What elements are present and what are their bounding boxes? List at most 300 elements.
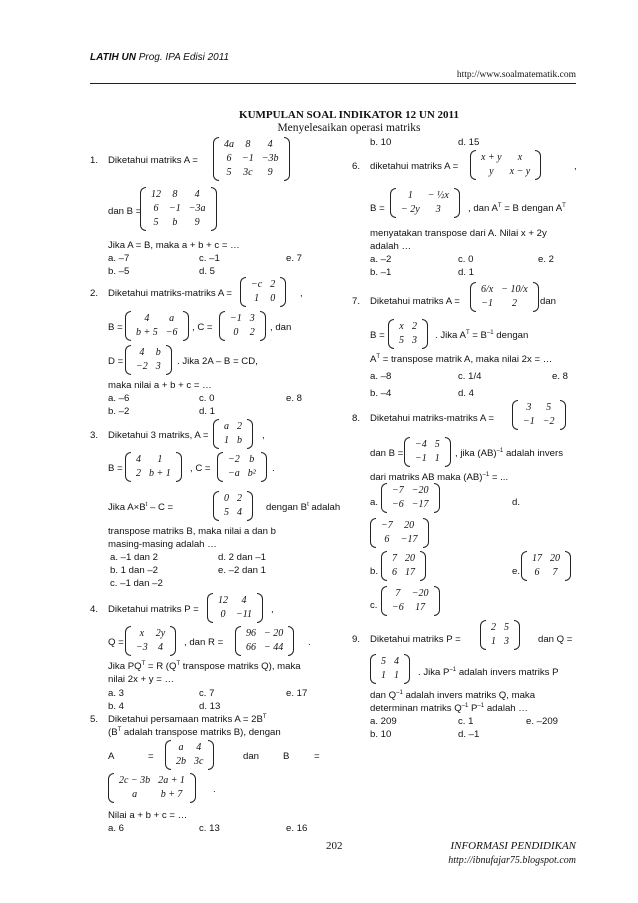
matrix-cell: 2	[491, 622, 496, 633]
matrix-cell: −6	[165, 327, 178, 338]
bracket-left	[381, 483, 387, 513]
matrix-cell: −17	[411, 499, 429, 510]
option: c. 1	[458, 716, 474, 727]
matrix-body	[242, 627, 287, 655]
matrix-body	[115, 774, 189, 802]
footer-url[interactable]: http://ibnufajar75.blogspot.com	[448, 855, 576, 866]
bracket-right	[404, 654, 410, 684]
question-text: dengan $B^t$ adalah	[266, 502, 341, 514]
matrix-cell: 96	[246, 628, 256, 639]
matrix-cell: 9	[194, 217, 200, 228]
matrix-cell: −11	[236, 609, 253, 620]
matrix-d	[125, 345, 172, 375]
question-text: Diketahui matriks P =	[108, 604, 199, 615]
option: b. –4	[370, 388, 392, 399]
matrix-cell: 9	[267, 167, 273, 178]
question-text: Diketahui matriks A =	[370, 296, 460, 307]
bracket-right	[183, 311, 189, 341]
question-number: 4.	[90, 604, 99, 615]
matrix-cell: 4	[196, 742, 202, 753]
matrix-cell: 3	[435, 204, 441, 215]
question-text: Diketahui persamaan matriks $A = 2B^T$	[108, 714, 267, 726]
question-text: dan B =	[108, 206, 142, 217]
bracket-left	[404, 437, 410, 467]
matrix-b	[388, 319, 428, 349]
bracket-right	[166, 345, 172, 375]
header-url[interactable]: http://www.soalmatematik.com	[456, 70, 576, 80]
matrix-a	[512, 400, 566, 430]
option: e. 2	[538, 254, 555, 265]
option-b-matrix	[381, 551, 426, 581]
option-d-matrix	[370, 518, 429, 548]
matrix-body	[214, 594, 256, 622]
question-number: 8.	[352, 413, 361, 424]
matrix-cell: b	[155, 347, 161, 358]
bracket-right	[288, 626, 294, 656]
question-text: Jika $A\times B^t - C$ =	[108, 502, 174, 514]
question-text: . Jika $A^T = B^{-1}$ dengan	[435, 330, 529, 342]
option: e. 7	[286, 253, 303, 264]
bracket-right	[535, 150, 541, 180]
header-series: LATIH UN Prog. IPA Edisi 2011	[90, 52, 230, 63]
option: c. 7	[199, 688, 215, 699]
matrix-body	[172, 741, 207, 769]
matrix-cell: 3	[504, 636, 509, 647]
matrix-cell: −6	[392, 602, 404, 613]
option: b. 10	[370, 729, 392, 740]
bracket-right	[208, 740, 214, 770]
question-text: diketahui matriks A =	[370, 161, 459, 172]
matrix-cell: 3	[526, 402, 532, 413]
matrix-cell: 6	[153, 203, 159, 214]
matrix-cell: 5	[224, 507, 229, 518]
matrix-body	[226, 312, 259, 340]
question-text: dari matriks AB maka (AB)$^{-1}$ = ...	[370, 472, 509, 484]
option-a-matrix	[381, 483, 440, 513]
footer-publisher: INFORMASI PENDIDIKAN	[450, 840, 576, 852]
matrix-cell: 2	[237, 493, 242, 504]
question-text: determinan matriks $Q^{-1}$ $P^{-1}$ adalah …	[370, 703, 528, 715]
option: c. –1 dan –2	[110, 578, 163, 589]
question-text: =	[148, 751, 154, 762]
matrix-cell: 1	[224, 435, 229, 446]
bracket-left	[217, 452, 223, 482]
matrix-cell: 17	[532, 553, 542, 564]
matrix-cell: 0	[233, 327, 239, 338]
matrix-body	[377, 655, 403, 683]
option-label: d.	[512, 497, 521, 508]
matrix-body	[220, 492, 246, 520]
bracket-right	[420, 551, 426, 581]
bracket-right	[422, 319, 428, 349]
question-text: transpose matriks B, maka nilai a dan b	[108, 526, 276, 537]
bracket-left	[213, 491, 219, 521]
matrix-body	[477, 283, 532, 311]
bracket-right	[170, 626, 176, 656]
bracket-left	[235, 626, 241, 656]
matrix-cell: −1	[523, 416, 535, 427]
matrix-cell: b²	[247, 468, 256, 479]
matrix-cell: −a	[228, 468, 240, 479]
matrix-cell: −7	[381, 520, 393, 531]
matrix-r	[235, 626, 294, 656]
question-text: Diketahui matriks-matriks A =	[370, 413, 494, 424]
option-c-matrix	[381, 586, 440, 616]
bracket-left	[125, 626, 131, 656]
matrix-cell: −2	[136, 361, 148, 372]
matrix-cell: −1	[242, 153, 254, 164]
matrix-cell: a	[132, 789, 138, 800]
matrix-body	[388, 552, 419, 580]
matrix-cell: −1	[481, 298, 493, 309]
matrix-cell: 2b	[176, 756, 186, 767]
matrix-cell: 0	[224, 493, 229, 504]
matrix-cell: 4	[241, 595, 247, 606]
matrix-a	[213, 137, 290, 181]
matrix-cell: − 2y	[401, 204, 420, 215]
matrix-cell: −c	[251, 279, 263, 290]
matrix-cell: x − y	[509, 166, 531, 177]
question-text: dan Q =	[538, 634, 573, 645]
matrix-body	[519, 401, 559, 429]
matrix-cell: −1	[230, 313, 242, 324]
page-subtitle: Menyelesaikan operasi matriks	[277, 122, 421, 134]
option: c. 0	[458, 254, 474, 265]
matrix-cell: 7	[395, 588, 401, 599]
question-text: B =	[108, 322, 123, 333]
matrix-p	[207, 593, 263, 623]
matrix-body	[132, 346, 165, 374]
option: b. –1	[370, 267, 392, 278]
matrix-cell: 8	[172, 189, 178, 200]
matrix-cell: 6	[534, 567, 540, 578]
option: a. 6	[108, 823, 125, 834]
option-label: b.	[370, 566, 379, 577]
question-text: nilai 2x + y = …	[108, 674, 175, 685]
matrix-cell: 4	[194, 189, 200, 200]
matrix-c	[219, 311, 266, 341]
matrix-cell: −6	[392, 499, 404, 510]
bracket-right	[560, 400, 566, 430]
option: e. 8	[552, 371, 569, 382]
matrix-cell: 12	[151, 189, 161, 200]
option: a. 209	[370, 716, 397, 727]
question-text: Diketahui matriks P =	[370, 634, 461, 645]
option: d. 2 dan –1	[218, 552, 267, 563]
bracket-right	[190, 773, 196, 803]
option: b. 10	[370, 137, 392, 148]
matrix-cell: 5	[546, 402, 552, 413]
matrix-cell: 1	[491, 636, 496, 647]
question-text: =	[314, 751, 320, 762]
question-text: dan	[243, 751, 260, 762]
question-text: , C =	[190, 463, 211, 474]
bracket-left	[370, 654, 376, 684]
question-text: B =	[370, 330, 385, 341]
question-text: A	[108, 751, 115, 762]
period: .	[308, 637, 311, 648]
matrix-cell: 20	[550, 553, 560, 564]
matrix-cell: 2c − 3b	[119, 775, 151, 786]
matrix-a	[470, 150, 541, 180]
matrix-body	[388, 484, 433, 512]
page-title: KUMPULAN SOAL INDIKATOR 12 UN 2011	[239, 109, 459, 121]
matrix-cell: −1	[415, 453, 427, 464]
option: e. 17	[286, 688, 308, 699]
matrix-cell: 8	[245, 139, 251, 150]
matrix-cell: 66	[246, 642, 256, 653]
question-text: Diketahui 3 matriks, A =	[108, 430, 209, 441]
question-text: menyatakan transpose dari A. Nilai x + 2y	[370, 228, 547, 239]
matrix-cell: 6/x	[481, 284, 494, 295]
matrix-body	[220, 420, 246, 448]
matrix-cell: 20	[404, 520, 415, 531]
question-text: , dan $A^T = B$ dengan $A^T$	[468, 203, 566, 215]
bracket-left	[470, 150, 476, 180]
question-text: ($B^T$ adalah transpose matriks B), dengan	[108, 727, 281, 739]
matrix-cell: 4	[394, 656, 399, 667]
matrix-cell: 6	[392, 567, 397, 578]
question-text: , dan	[270, 322, 292, 333]
bracket-right	[434, 586, 440, 616]
question-text: Jika A = B, maka a + b + c = …	[108, 240, 240, 251]
question-text: Q =	[108, 637, 124, 648]
question-text: . Jika $P^{-1}$ adalah invers matriks P	[418, 667, 559, 679]
question-text: masing-masing adalah …	[108, 539, 217, 550]
bracket-right	[284, 137, 290, 181]
option: a. –1 dan 2	[110, 552, 159, 563]
matrix-cell: 2	[270, 279, 276, 290]
bracket-right	[454, 188, 460, 218]
option: a. –7	[108, 253, 130, 264]
matrix-cell: 2y	[155, 628, 166, 639]
option: c. 0	[199, 393, 215, 404]
bracket-left	[125, 345, 131, 375]
matrix-cell: x	[517, 152, 523, 163]
matrix-cell: x	[399, 321, 404, 332]
matrix-b	[404, 437, 451, 467]
matrix-cell: − 44	[264, 642, 284, 653]
bracket-right	[533, 282, 539, 312]
matrix-cell: 2	[511, 298, 517, 309]
bracket-left	[140, 187, 146, 231]
header-divider	[90, 83, 576, 84]
matrix-result	[213, 491, 253, 521]
question-text: B	[283, 751, 290, 762]
question-number: 3.	[90, 430, 99, 441]
matrix-cell: 5	[226, 167, 232, 178]
matrix-b	[390, 188, 460, 218]
matrix-a	[165, 740, 214, 770]
matrix-cell: 3c	[243, 167, 253, 178]
matrix-body	[395, 320, 421, 348]
option: d. 13	[199, 701, 221, 712]
matrix-cell: a	[224, 421, 229, 432]
bracket-right	[247, 491, 253, 521]
matrix-body	[528, 552, 564, 580]
matrix-cell: 4	[139, 347, 145, 358]
question-number: 7.	[352, 296, 361, 307]
option: e. 16	[286, 823, 308, 834]
question-text: B =	[108, 463, 123, 474]
matrix-body	[397, 189, 453, 217]
matrix-cell: a	[178, 742, 184, 753]
matrix-cell: 3c	[194, 756, 204, 767]
matrix-cell: 0	[270, 293, 276, 304]
period: .	[272, 463, 275, 474]
option: d. 1	[199, 406, 216, 417]
bracket-left	[390, 188, 396, 218]
matrix-cell: −7	[392, 485, 404, 496]
matrix-cell: a	[169, 313, 175, 324]
matrix-cell: 6	[226, 153, 232, 164]
matrix-cell: 5	[434, 439, 440, 450]
matrix-body	[132, 312, 182, 340]
matrix-body	[411, 438, 444, 466]
question-number: 2.	[90, 288, 99, 299]
option: a. –8	[370, 371, 392, 382]
matrix-cell: y	[489, 166, 494, 177]
matrix-q	[370, 654, 410, 684]
comma: ,	[300, 288, 303, 299]
bracket-left	[125, 311, 131, 341]
matrix-cell: 2	[237, 421, 242, 432]
option: e. –209	[526, 716, 559, 727]
matrix-cell: 5	[399, 335, 404, 346]
bracket-right	[434, 483, 440, 513]
question-text: dan B =	[370, 448, 404, 459]
matrix-body	[487, 621, 513, 649]
bracket-left	[512, 400, 518, 430]
option: e. –2 dan 1	[218, 565, 267, 576]
matrix-body	[220, 138, 283, 180]
comma: ,	[262, 430, 265, 441]
matrix-body	[477, 151, 534, 179]
question-text: adalah …	[370, 241, 412, 252]
matrix-cell: 4a	[224, 139, 234, 150]
matrix-body	[377, 519, 422, 547]
matrix-cell: −17	[400, 534, 418, 545]
question-text: Jika $PQ^T = R$ ($Q^T$ transpose matriks Q), maka	[108, 661, 301, 673]
matrix-cell: −3b	[261, 153, 279, 164]
option-label: a.	[370, 497, 379, 508]
matrix-cell: − 20	[264, 628, 284, 639]
question-text: Nilai a + b + c = …	[108, 810, 188, 821]
matrix-cell: 17	[415, 602, 426, 613]
matrix-body	[132, 453, 175, 481]
comma: ,	[271, 604, 274, 615]
matrix-cell: 4	[237, 507, 242, 518]
matrix-cell: x + y	[481, 152, 502, 163]
matrix-cell: b + 1	[149, 468, 171, 479]
question-number: 6.	[352, 161, 361, 172]
matrix-cell: 17	[405, 567, 415, 578]
bracket-left	[207, 593, 213, 623]
matrix-a	[213, 419, 253, 449]
matrix-b	[125, 311, 189, 341]
matrix-cell: 4	[136, 454, 141, 465]
matrix-cell: 0	[220, 609, 226, 620]
option: c. 13	[199, 823, 220, 834]
question-text: Diketahui matriks-matriks A =	[108, 288, 232, 299]
matrix-cell: 2	[136, 468, 141, 479]
option: a. –6	[108, 393, 130, 404]
matrix-cell: 7	[552, 567, 558, 578]
matrix-body	[147, 188, 210, 230]
bracket-left	[213, 419, 219, 449]
question-number: 5.	[90, 714, 99, 725]
matrix-c	[217, 452, 267, 482]
bracket-left	[470, 282, 476, 312]
matrix-cell: x	[139, 628, 145, 639]
matrix-cell: 1	[254, 293, 260, 304]
option: b. –2	[108, 406, 130, 417]
question-text: $A^T$ = transpose matrik A, maka nilai 2x = …	[370, 354, 553, 366]
question-text: , dan R =	[184, 637, 224, 648]
bracket-right	[280, 277, 286, 307]
matrix-cell: 3	[155, 361, 161, 372]
matrix-cell: −2	[542, 416, 555, 427]
question-text: dan	[540, 296, 557, 307]
option: d. 5	[199, 266, 216, 277]
matrix-cell: −2	[228, 454, 240, 465]
matrix-cell: b	[237, 435, 242, 446]
matrix-cell: 2	[412, 321, 417, 332]
bracket-left	[213, 137, 219, 181]
bracket-right	[176, 452, 182, 482]
option: d. 4	[458, 388, 475, 399]
bracket-right	[211, 187, 217, 231]
option: c. –1	[199, 253, 220, 264]
matrix-cell: b	[249, 454, 255, 465]
bracket-right	[423, 518, 429, 548]
matrix-cell: b + 7	[160, 789, 183, 800]
matrix-body	[132, 627, 169, 655]
matrix-cell: 12	[218, 595, 228, 606]
bracket-left	[240, 277, 246, 307]
page-number: 202	[326, 840, 343, 852]
matrix-cell: 5	[504, 622, 509, 633]
bracket-right	[565, 551, 571, 581]
bracket-right	[257, 593, 263, 623]
bracket-right	[445, 437, 451, 467]
bracket-left	[370, 518, 376, 548]
matrix-cell: 20	[405, 553, 415, 564]
option-e-matrix	[521, 551, 571, 581]
matrix-a	[470, 282, 539, 312]
matrix-cell: 2a + 1	[158, 775, 185, 786]
matrix-cell: 1	[381, 670, 386, 681]
matrix-b	[108, 773, 196, 803]
matrix-cell: 4	[267, 139, 273, 150]
question-text: , C =	[192, 322, 213, 333]
bracket-right	[260, 311, 266, 341]
bracket-left	[165, 740, 171, 770]
option: e. 8	[286, 393, 303, 404]
matrix-cell: −3	[136, 642, 148, 653]
matrix-p	[480, 620, 520, 650]
bracket-left	[381, 586, 387, 616]
option: d. –1	[458, 729, 480, 740]
option: a. –2	[370, 254, 392, 265]
matrix-cell: 3	[249, 313, 255, 324]
matrix-cell: −20	[411, 588, 429, 599]
option: b. 4	[108, 701, 125, 712]
period: .	[213, 784, 216, 795]
option: a. 3	[108, 688, 125, 699]
matrix-b	[125, 452, 182, 482]
matrix-cell: −3a	[188, 203, 206, 214]
